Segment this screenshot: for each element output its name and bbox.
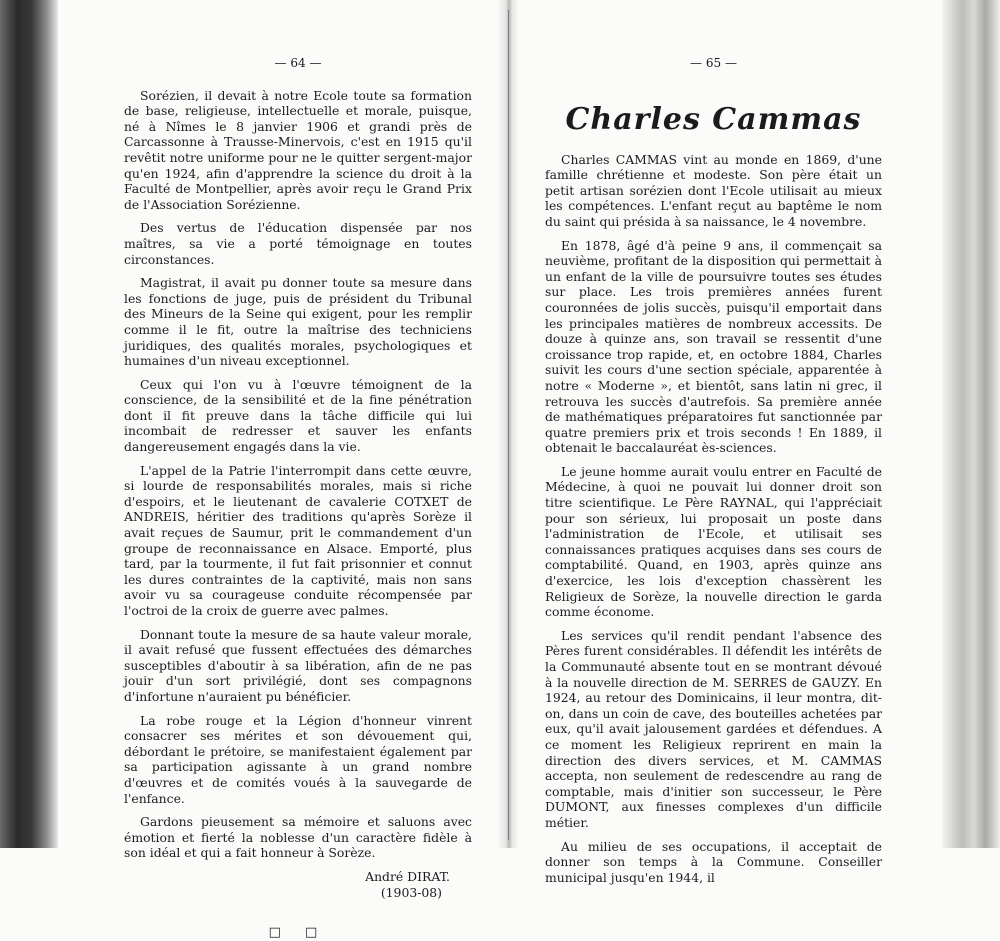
right-paragraph-1: Charles CAMMAS vint au monde en 1869, d'une famille chrétienne et modeste. Son père était un petit artisan sorézien dont l'Ecole utilisait au mieux les compétences. L'enfant reçut au baptême le nom du saint qui présida à sa naissance, le 4 novembre. xyxy=(545,151,882,229)
signature-years: (1903-08) xyxy=(380,884,442,900)
signature-name: André DIRAT. xyxy=(365,868,450,884)
signature-block xyxy=(124,869,450,901)
right-edge-shadow xyxy=(942,0,1000,848)
right-paragraph-4: Les services qu'il rendit pendant l'absence des Pères furent considérables. Il défendit les intérêts de la Communauté absente tout en se montrant dévoué à la nouvelle direction de M. SERRES de GAUZY. En 1924, au retour des Dominicains, il leur montra, dit-on, dans un coin de cave, des bouteilles achetées par eux, qu'il avait jalousement gardées et défendues. A ce moment les Religieux reprirent en main la direction des divers services, et M. CAMMAS accepta, non seulement de redescendre au rang de comptable, mais d'initier son successeur, le Père DUMONT, aux finesses complexes d'un difficile métier. xyxy=(545,627,882,830)
left-paragraph-3: Magistrat, il avait pu donner toute sa mesure dans les fonctions de juge, puis de président du Tribunal des Mineurs de la Seine qui exigent, pour les remplir comme il le fit, outre la maîtrise des techniciens juridiques, des qualités morales, psychologiques et humaines d'un niveau exceptionnel. xyxy=(124,275,472,369)
end-ornament: □ □ xyxy=(268,924,328,940)
article-title: Charles Cammas xyxy=(565,101,862,137)
left-page xyxy=(124,56,472,941)
right-page-number: — 65 — xyxy=(690,56,737,70)
right-paragraph-2: En 1878, âgé d'à peine 9 ans, il commençait sa neuvième, profitant de la disposition qui permettait à un enfant de la ville de poursuivre toutes ses études sur place. Les trois premières années furent couronnées de jolis succès, puisqu'il emportait dans les principales matières de nombreux accessits. De douze à quinze ans, son travail se ressentit d'une croissance trop rapide, et, en octobre 1884, Charles suivit les cours d'une section spéciale, apparentée à notre « Moderne », et bientôt, sans latin ni grec, il retrouva les succès d'autrefois. Sa première année de mathématiques préparatoires fut sanctionnée par quatre premiers prix et trois seconds ! En 1889, il obtenait le baccalauréat ès-sciences. xyxy=(545,237,882,456)
left-paragraph-5: L'appel de la Patrie l'interrompit dans cette œuvre, si lourde de responsabilités morales, mais si riche d'espoirs, et le lieutenant de cavalerie COTXET de ANDREIS, héritier des traditions qu'après Sorèze il avait reçues de Saumur, prit le commandement d'un groupe de reconnaissance en Alsace. Emporté, plus tard, par la tourmente, il fut fait prisonnier et connut les dures contraintes de la captivité, mais non sans avoir vu sa courageuse conduite récompensée par l'octroi de la croix de guerre avec palmes. xyxy=(124,462,472,618)
right-page xyxy=(545,56,882,893)
right-paragraph-5: Au milieu de ses occupations, il acceptait de donner son temps à la Commune. Conseiller municipal jusqu'en 1944, il xyxy=(545,838,882,885)
left-paragraph-8: Gardons pieusement sa mémoire et saluons avec émotion et fierté la noblesse d'un caractère fidèle à son idéal et qui a fait honneur à Sorèze. xyxy=(124,814,472,861)
left-paragraph-4: Ceux qui l'on vu à l'œuvre témoignent de la conscience, de la sensibilité et de la fine pénétration dont il fit preuve dans la tâche difficile qui lui incombait de redresser et sauver les enfants dangereusement engagés dans la vie. xyxy=(124,376,472,455)
left-paragraph-6: Donnant toute la mesure de sa haute valeur morale, il avait refusé que fussent effectuées des démarches susceptibles d'aboutir à sa libération, afin de ne pas jouir d'un sort privilégié, dont ses compagnons d'infortune n'auraient pu bénéficier. xyxy=(124,626,472,704)
left-paragraph-2: Des vertus de l'éducation dispensée par nos maîtres, sa vie a porté témoignage en toutes circonstances. xyxy=(124,220,472,267)
left-binding-shadow xyxy=(0,0,58,848)
right-paragraph-3: Le jeune homme aurait voulu entrer en Faculté de Médecine, à quoi ne pouvait lui donner droit son titre scientifique. Le Père RAYNAL, qui l'appréciait pour son sérieux, lui proposait un poste dans l'administration de l'Ecole, et utilisait ses connaissances pratiques acquises dans ses cours de comptabilité. Quand, en 1903, après quinze ans d'exercice, les lois d'exception chassèrent les Religieux de Sorèze, la nouvelle direction le garda comme économe. xyxy=(545,463,882,620)
left-paragraph-7: La robe rouge et la Légion d'honneur vinrent consacrer ses mérites et son dévouement qui, débordant le prétoire, se manifestaient également par sa participation agissante à un grand nombre d'œuvres et de comités voués à la sauvegarde de l'enfance. xyxy=(124,712,472,806)
left-paragraph-1: Sorézien, il devait à notre Ecole toute sa formation de base, religieuse, intellectuelle et morale, puisque, né à Nîmes le 8 janvier 1906 et grandi près de Carcassonne à Trausse-Minervois, c'est en 1915 qu'il revêtit notre uniforme pour ne le quitter sergent-major qu'en 1924, afin d'apprendre la science du droit à la Faculté de Montpellier, après avoir reçu le Grand Prix de l'Association Sorézienne. xyxy=(124,87,472,212)
left-page-number: — 64 — xyxy=(274,56,322,70)
gutter-fold-line xyxy=(508,10,509,840)
